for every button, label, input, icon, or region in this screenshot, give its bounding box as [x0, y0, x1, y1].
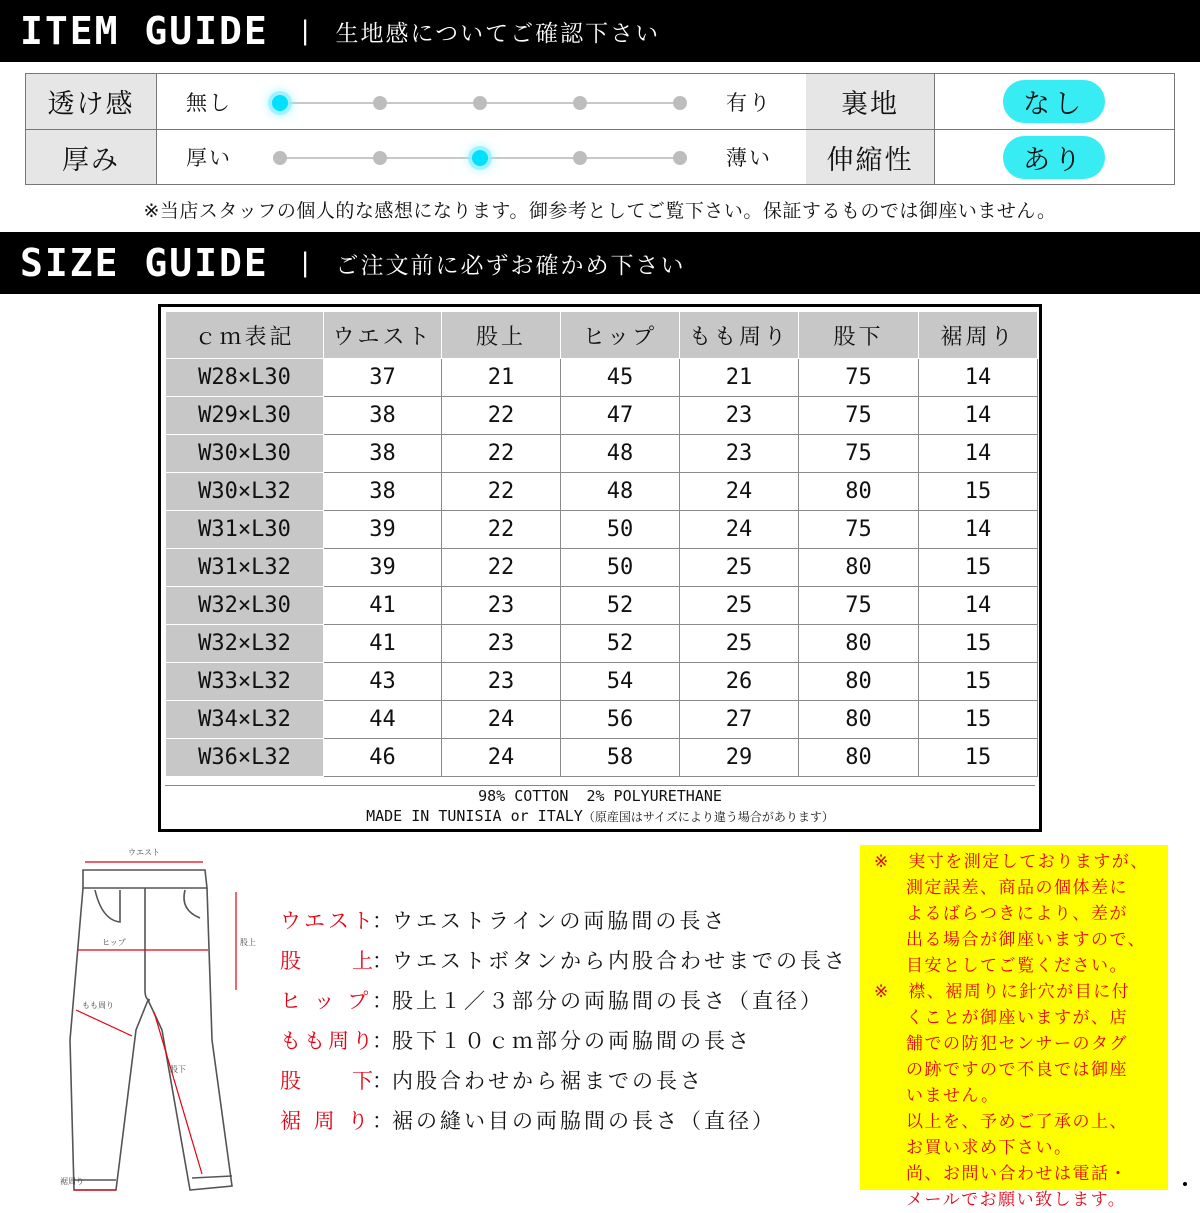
size-guide-header	[0, 232, 1200, 294]
measurement-cell: 38	[324, 473, 442, 511]
scale-dot	[473, 96, 487, 110]
attribute-value-badge: なし	[1003, 80, 1105, 123]
measurement-cell: 75	[799, 359, 919, 397]
definition-text: ウエストラインの両脇間の長さ	[392, 909, 728, 933]
table-row	[166, 511, 1038, 549]
measurement-notice	[860, 845, 1168, 1210]
measurement-cell: 80	[799, 663, 919, 701]
scale-row-thickness	[26, 130, 1174, 184]
definition-colon: ：	[372, 909, 396, 933]
measurement-cell: 22	[442, 435, 561, 473]
notice-line: 以上を、予めご了承の上、	[906, 1112, 1128, 1132]
table-row	[166, 625, 1038, 663]
measurement-cell: 48	[561, 435, 680, 473]
attribute-label: 裏地	[806, 74, 935, 129]
scale-dot	[273, 151, 287, 165]
definition-text: 股上１／３部分の両脇間の長さ（直径）	[392, 989, 824, 1013]
notice-line: くことが御座いますが、店	[906, 1008, 1128, 1028]
column-header: 裾周り	[919, 312, 1038, 359]
scale-label: 透け感	[26, 74, 157, 129]
measurement-cell: 23	[680, 435, 799, 473]
measurement-cell: 14	[919, 435, 1038, 473]
corner-dot	[1183, 1182, 1187, 1186]
measurement-cell: 29	[680, 739, 799, 777]
measurement-cell: 58	[561, 739, 680, 777]
measurement-cell: 41	[324, 625, 442, 663]
diagram-label-hem: 裾周り	[60, 1177, 84, 1186]
column-header: ｃｍ表記	[166, 312, 324, 359]
attribute-value-cell	[934, 130, 1174, 184]
scale-low-label: 厚い	[186, 146, 232, 170]
measurement-cell: 80	[799, 625, 919, 663]
measurement-cell: 25	[680, 625, 799, 663]
definition-text: 内股合わせから裾までの長さ	[392, 1069, 704, 1093]
measurement-cell: 22	[442, 473, 561, 511]
diagram-label-inseam: 股下	[170, 1065, 186, 1074]
measurement-cell: 27	[680, 701, 799, 739]
measurement-cell: 75	[799, 435, 919, 473]
size-guide-title: SIZE GUIDE	[20, 241, 269, 285]
measurement-cell: 56	[561, 701, 680, 739]
table-row	[166, 435, 1038, 473]
measurement-cell: 23	[442, 625, 561, 663]
table-row	[166, 587, 1038, 625]
scale-dot	[373, 151, 387, 165]
attribute-label: 伸縮性	[806, 130, 935, 184]
item-guide-title: ITEM GUIDE	[20, 9, 269, 53]
header-separator: |	[300, 248, 310, 278]
size-table	[165, 311, 1038, 777]
measurement-cell: 75	[799, 587, 919, 625]
size-label-cell: W36×L32	[166, 739, 324, 777]
column-header: もも周り	[680, 312, 799, 359]
size-label-cell: W32×L30	[166, 587, 324, 625]
pants-outline	[70, 870, 232, 1190]
fabric-info	[165, 785, 1035, 828]
staff-opinion-note: ※当店スタッフの個人的な感想になります。御参考としてご覧下さい。保証するものでは御座いません。	[143, 200, 1057, 222]
item-guide-header	[0, 0, 1200, 62]
country-of-origin: MADE IN TUNISIA or ITALY	[366, 807, 583, 825]
origin-line	[165, 806, 1035, 827]
size-label-cell: W34×L32	[166, 701, 324, 739]
size-label-cell: W30×L30	[166, 435, 324, 473]
column-header: 股上	[442, 312, 561, 359]
measurement-cell: 15	[919, 663, 1038, 701]
measurement-cell: 15	[919, 549, 1038, 587]
measurement-cell: 22	[442, 511, 561, 549]
notice-line: 目安としてご覧ください。	[906, 956, 1128, 976]
notice-line: ※ 襟、裾周りに針穴が目に付	[874, 982, 1131, 1002]
notice-line: 出る場合が御座いますので、	[906, 930, 1147, 950]
measurement-cell: 14	[919, 587, 1038, 625]
measurement-cell: 52	[561, 587, 680, 625]
measurement-cell: 75	[799, 511, 919, 549]
measurement-cell: 24	[442, 739, 561, 777]
attribute-value-cell	[934, 74, 1174, 129]
table-row	[166, 397, 1038, 435]
definition-text: 裾の縫い目の両脇間の長さ（直径）	[392, 1109, 776, 1133]
measurement-cell: 47	[561, 397, 680, 435]
measurement-cell: 41	[324, 587, 442, 625]
column-header: ウエスト	[324, 312, 442, 359]
scale-slider	[156, 130, 807, 184]
pants-illustration	[40, 840, 270, 1200]
measurement-cell: 43	[324, 663, 442, 701]
definition-row	[280, 1020, 870, 1060]
measurement-cell: 48	[561, 473, 680, 511]
notice-line: 測定誤差、商品の個体差に	[906, 878, 1128, 898]
measurement-cell: 80	[799, 473, 919, 511]
notice-line: の跡ですので不良では御座	[906, 1060, 1128, 1080]
definition-colon: ：	[372, 1069, 396, 1093]
notice-line: ※ 実寸を測定しておりますが、	[874, 852, 1149, 872]
size-guide-subtitle: ご注文前に必ずお確かめ下さい	[335, 252, 686, 279]
measurement-cell: 15	[919, 625, 1038, 663]
definition-term: 股 下	[280, 1069, 376, 1093]
definition-colon: ：	[372, 1109, 396, 1133]
diagram-label-hip: ヒップ	[102, 938, 126, 947]
measurement-cell: 22	[442, 397, 561, 435]
scale-dot	[673, 151, 687, 165]
measurement-cell: 80	[799, 739, 919, 777]
definition-colon: ：	[372, 949, 396, 973]
definition-row	[280, 1100, 870, 1140]
measurement-definitions	[280, 900, 870, 1140]
column-header: ヒップ	[561, 312, 680, 359]
notice-line: 舗での防犯センサーのタグ	[906, 1034, 1128, 1054]
table-row	[166, 473, 1038, 511]
scale-dot	[573, 151, 587, 165]
item-guide-subtitle: 生地感についてご確認下さい	[335, 20, 661, 47]
definition-colon: ：	[372, 989, 396, 1013]
scale-dot-selected	[472, 150, 488, 166]
definition-text: 股下１０ｃｍ部分の両脇間の長さ	[392, 1029, 752, 1053]
measurement-cell: 23	[442, 663, 561, 701]
measurement-cell: 39	[324, 511, 442, 549]
scale-dot-selected	[272, 95, 288, 111]
scale-low-label: 無し	[186, 90, 232, 115]
size-label-cell: W30×L32	[166, 473, 324, 511]
size-label-cell: W31×L32	[166, 549, 324, 587]
notice-line: よるばらつきにより、差が	[906, 904, 1128, 924]
measurement-cell: 14	[919, 511, 1038, 549]
definition-row	[280, 980, 870, 1020]
table-row	[166, 359, 1038, 397]
fabric-composition: 98% COTTON 2% POLYURETHANE	[478, 787, 722, 805]
measurement-cell: 25	[680, 587, 799, 625]
table-row	[166, 701, 1038, 739]
pants-measurement-diagram	[40, 840, 270, 1200]
measurement-cell: 14	[919, 359, 1038, 397]
definition-colon: ：	[372, 1029, 396, 1053]
definition-term: ウエスト	[280, 909, 376, 933]
diagram-label-waist: ウエスト	[128, 848, 160, 857]
diagram-label-thigh: もも周り	[82, 1001, 114, 1010]
definition-term: 裾 周 り	[280, 1109, 372, 1133]
definition-term: 股 上	[280, 949, 376, 973]
measurement-cell: 24	[680, 473, 799, 511]
definition-row	[280, 940, 870, 980]
size-label-cell: W32×L32	[166, 625, 324, 663]
measurement-cell: 24	[680, 511, 799, 549]
measurement-cell: 80	[799, 701, 919, 739]
fabric-feel-grid	[25, 73, 1175, 185]
table-row	[166, 739, 1038, 777]
scale-label: 厚み	[26, 130, 157, 184]
measurement-cell: 50	[561, 549, 680, 587]
measurement-cell: 52	[561, 625, 680, 663]
origin-note: （原産国はサイズにより違う場合があります）	[582, 810, 834, 824]
size-label-cell: W31×L30	[166, 511, 324, 549]
measurement-cell: 22	[442, 549, 561, 587]
attribute-value-badge: あり	[1003, 136, 1105, 179]
scale-track	[280, 157, 680, 159]
size-table-frame	[158, 304, 1042, 832]
scale-high-label: 有り	[726, 90, 772, 115]
table-row	[166, 549, 1038, 587]
size-label-cell: W29×L30	[166, 397, 324, 435]
measurement-cell: 23	[680, 397, 799, 435]
measurement-cell: 80	[799, 549, 919, 587]
measurement-cell: 38	[324, 397, 442, 435]
measurement-cell: 14	[919, 397, 1038, 435]
size-table-header-row	[166, 312, 1038, 359]
size-label-cell: W28×L30	[166, 359, 324, 397]
definition-term: ヒ ッ プ	[280, 989, 372, 1013]
measurement-cell: 21	[680, 359, 799, 397]
measurement-cell: 39	[324, 549, 442, 587]
scale-slider	[156, 74, 807, 129]
measurement-cell: 25	[680, 549, 799, 587]
scale-dot	[573, 96, 587, 110]
notice-line: 尚、お問い合わせは電話・	[906, 1164, 1128, 1184]
measurement-cell: 45	[561, 359, 680, 397]
measurement-cell: 23	[442, 587, 561, 625]
column-header: 股下	[799, 312, 919, 359]
scale-row-sheerness	[26, 74, 1174, 130]
measurement-cell: 21	[442, 359, 561, 397]
measurement-cell: 24	[442, 701, 561, 739]
measurement-cell: 44	[324, 701, 442, 739]
diagram-label-rise: 股上	[240, 938, 256, 947]
scale-track	[280, 102, 680, 104]
measurement-cell: 15	[919, 473, 1038, 511]
notice-line: お買い求め下さい。	[906, 1138, 1073, 1158]
measurement-cell: 38	[324, 435, 442, 473]
measurement-cell: 54	[561, 663, 680, 701]
table-row	[166, 663, 1038, 701]
measurement-cell: 37	[324, 359, 442, 397]
definition-row	[280, 900, 870, 940]
scale-dot	[373, 96, 387, 110]
scale-high-label: 薄い	[726, 146, 772, 170]
definition-term: もも周り	[280, 1029, 376, 1053]
notice-line: いません。	[906, 1086, 1000, 1106]
measurement-cell: 15	[919, 739, 1038, 777]
measurement-cell: 75	[799, 397, 919, 435]
measurement-cell: 26	[680, 663, 799, 701]
scale-dot	[673, 96, 687, 110]
header-separator: |	[300, 16, 310, 46]
definition-text: ウエストボタンから内股合わせまでの長さ	[392, 949, 848, 973]
size-label-cell: W33×L32	[166, 663, 324, 701]
measurement-cell: 50	[561, 511, 680, 549]
measurement-cell: 46	[324, 739, 442, 777]
definition-row	[280, 1060, 870, 1100]
measurement-cell: 15	[919, 701, 1038, 739]
notice-line: メールでお願い致します。	[906, 1190, 1127, 1210]
